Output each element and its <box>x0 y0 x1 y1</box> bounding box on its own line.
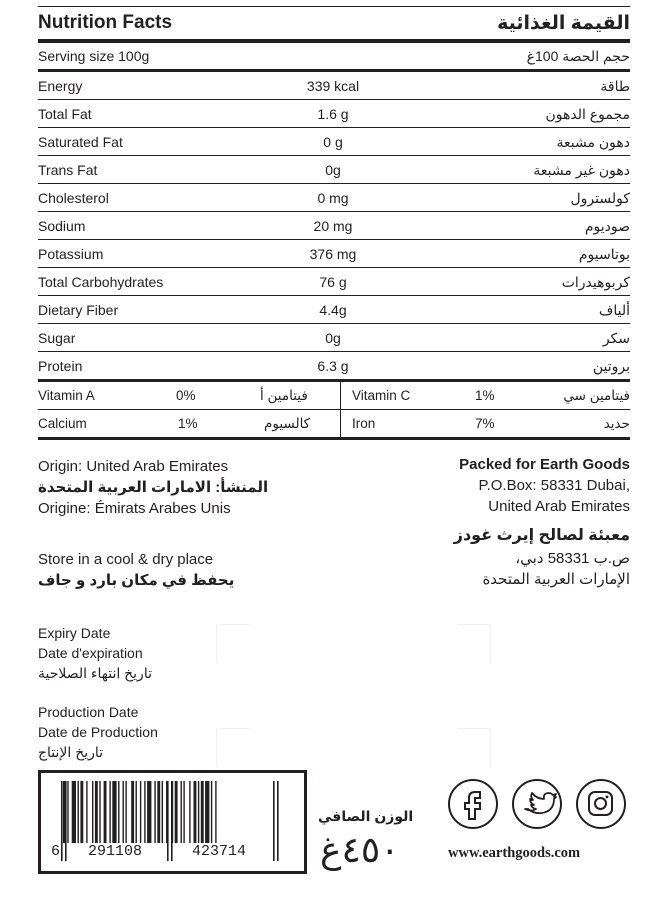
packer-address-line2-ar: الإمارات العربية المتحدة <box>482 571 630 588</box>
nutrient-label: Protein <box>38 358 83 374</box>
date-stamp-corner <box>458 624 491 663</box>
barcode-bar <box>189 781 190 843</box>
vitamin-label-ar: فيتامين أ <box>260 388 308 403</box>
column-divider <box>340 410 341 437</box>
nutrient-value: 0 mg <box>317 190 349 206</box>
packer-title: Packed for Earth Goods <box>459 456 630 473</box>
nutrition-header <box>38 7 630 43</box>
nutrient-label-ar: كربوهيدرات <box>561 274 630 290</box>
barcode <box>38 770 307 874</box>
barcode-guard-bar <box>277 781 279 861</box>
barcode-group-2: 423714 <box>192 843 247 860</box>
packer-block <box>370 454 630 590</box>
barcode-bar <box>123 781 124 843</box>
vitamin-row <box>38 382 630 410</box>
nutrient-row <box>38 184 630 212</box>
nutrition-facts-table <box>38 6 630 440</box>
barcode-bar <box>99 781 100 843</box>
nutrient-row <box>38 156 630 184</box>
nutrient-value: 1.6 g <box>317 106 349 122</box>
barcode-bar <box>104 781 107 843</box>
nutrient-label: Total Carbohydrates <box>38 274 164 290</box>
nutrient-label-ar: بوتاسيوم <box>578 246 630 262</box>
nutrient-label: Saturated Fat <box>38 134 123 150</box>
nutrition-title: Nutrition Facts <box>38 12 173 33</box>
barcode-bar <box>67 781 68 843</box>
barcode-bar <box>147 781 151 843</box>
vitamin-value: 1% <box>178 416 198 431</box>
nutrient-value: 0 g <box>323 134 343 150</box>
storage-ar: يحفظ في مكان بارد و جاف <box>38 572 235 589</box>
nutrient-row <box>38 72 630 100</box>
website-link[interactable]: www.earthgoods.com <box>448 845 581 861</box>
barcode-bar <box>109 781 110 843</box>
origin-en: Origin: United Arab Emirates <box>38 458 229 475</box>
nutrient-row <box>38 352 630 382</box>
barcode-bar <box>211 781 212 843</box>
expiry-en: Expiry Date <box>38 625 111 641</box>
nutrient-label-ar: بروتين <box>592 358 630 374</box>
vitamin-row <box>38 410 630 440</box>
nutrient-label-ar: مجموع الدهون <box>545 106 630 122</box>
vitamin-label-ar: فيتامين سي <box>563 388 630 403</box>
nutrient-row <box>38 212 630 240</box>
nutrient-label-ar: دهون غير مشبعة <box>533 162 630 178</box>
serving-size-ar: حجم الحصة 100غ <box>526 47 630 64</box>
barcode-bar <box>136 781 137 843</box>
production-ar: تاريخ الإنتاج <box>38 744 104 760</box>
vitamin-label: Vitamin C <box>352 388 411 403</box>
facebook-icon <box>448 779 498 829</box>
twitter-icon <box>512 779 562 829</box>
vitamin-label-ar: حديد <box>603 416 630 431</box>
nutrient-label: Total Fat <box>38 106 92 122</box>
nutrient-rows <box>38 72 630 382</box>
nutrient-value: 76 g <box>319 274 347 290</box>
barcode-bar <box>112 781 116 843</box>
barcode-guard-bar <box>273 781 275 861</box>
nutrient-value: 20 mg <box>313 218 353 234</box>
nutrient-label: Trans Fat <box>38 162 98 178</box>
vitamin-label: Iron <box>352 416 376 431</box>
vitamin-rows <box>38 382 630 440</box>
nutrient-value: 0g <box>325 162 341 178</box>
serving-size-row <box>38 43 630 72</box>
barcode-bar <box>95 781 98 843</box>
origin-fr: Origine: Émirats Arabes Unis <box>38 500 231 517</box>
barcode-bar <box>118 781 119 843</box>
packer-address-line1: P.O.Box: 58331 Dubai, <box>478 477 630 494</box>
barcode-bars <box>41 773 304 871</box>
barcode-bar <box>72 781 76 843</box>
barcode-bar <box>80 781 83 843</box>
nutrient-label-ar: طاقة <box>600 78 630 94</box>
barcode-bar <box>144 781 145 843</box>
nutrient-label-ar: صوديوم <box>584 218 630 234</box>
nutrition-title-ar: القيمة الغذائية <box>497 12 630 34</box>
nutrient-label-ar: سكر <box>602 330 630 346</box>
barcode-bar <box>86 781 87 843</box>
vitamin-value: 1% <box>475 388 495 403</box>
barcode-bar <box>175 781 178 843</box>
net-weight-label: الوزن الصافي <box>318 808 414 824</box>
nutrient-row <box>38 128 630 156</box>
date-stamp-corner <box>216 624 249 663</box>
nutrient-value: 6.3 g <box>317 358 349 374</box>
nutrient-row <box>38 324 630 352</box>
barcode-bar <box>157 781 160 843</box>
barcode-bar <box>205 781 209 843</box>
storage-block <box>38 549 234 591</box>
expiry-ar: تاريخ انتهاء الصلاحية <box>38 665 152 681</box>
expiry-block <box>38 623 152 683</box>
barcode-bar <box>181 781 182 843</box>
production-en: Production Date <box>38 704 139 720</box>
vitamin-value: 0% <box>176 388 196 403</box>
nutrient-row <box>38 296 630 324</box>
expiry-fr: Date d'expiration <box>38 645 143 661</box>
nutrient-label-ar: ألياف <box>598 302 630 318</box>
barcode-bar <box>183 781 184 843</box>
barcode-bar <box>215 781 216 843</box>
production-fr: Date de Production <box>38 724 158 740</box>
nutrient-value: 4.4g <box>319 302 347 318</box>
barcode-bar <box>131 781 134 843</box>
barcode-bar <box>201 781 204 843</box>
vitamin-label: Calcium <box>38 416 87 431</box>
instagram-icon <box>576 779 626 829</box>
column-divider <box>340 382 341 409</box>
barcode-digit-first: 6 <box>51 843 61 860</box>
nutrient-label: Sugar <box>38 330 76 346</box>
vitamin-label-ar: كالسيوم <box>264 416 311 431</box>
nutrient-label-ar: كولسترول <box>570 190 630 206</box>
nutrient-value: 376 mg <box>309 246 357 262</box>
nutrient-row <box>38 268 630 296</box>
barcode-guard-bar <box>61 781 63 861</box>
barcode-guard-bar <box>65 781 67 861</box>
nutrient-label: Dietary Fiber <box>38 302 119 318</box>
date-stamp-corner <box>216 728 249 767</box>
nutrient-label: Potassium <box>38 246 104 262</box>
barcode-bar <box>194 781 197 843</box>
barcode-bar <box>140 781 141 843</box>
serving-size: Serving size 100g <box>38 48 150 64</box>
packer-title-ar: معبئة لصالح إيرث غودز <box>453 527 630 544</box>
nutrient-row <box>38 100 630 128</box>
storage-en: Store in a cool & dry place <box>38 551 214 568</box>
nutrient-row <box>38 240 630 268</box>
nutrient-value: 339 kcal <box>306 78 360 94</box>
nutrient-label: Energy <box>38 78 83 94</box>
vitamin-label: Vitamin A <box>38 388 95 403</box>
nutrient-label: Cholesterol <box>38 190 109 206</box>
nutrient-label-ar: دهون مشبعة <box>556 134 630 150</box>
origin-block <box>38 456 268 519</box>
packer-address-line2: United Arab Emirates <box>488 498 630 515</box>
vitamin-value: 7% <box>475 416 495 431</box>
origin-ar: المنشأ: الامارات العربية المتحدة <box>38 479 269 496</box>
barcode-bar <box>125 781 126 843</box>
barcode-guard-bar <box>171 781 173 861</box>
barcode-group-1: 291108 <box>88 843 143 860</box>
production-block <box>38 702 158 762</box>
barcode-bar <box>198 781 199 843</box>
date-stamp-corner <box>458 728 491 767</box>
nutrient-label: Sodium <box>38 218 86 234</box>
barcode-bar <box>92 781 93 843</box>
barcode-bar <box>162 781 163 843</box>
barcode-guard-bar <box>167 781 169 861</box>
net-weight-value: ٤٥٠غ <box>320 829 400 870</box>
packer-address-line1-ar: ص.ب 58331 دبي، <box>515 550 630 567</box>
barcode-bar <box>78 781 79 843</box>
barcode-bar <box>154 781 155 843</box>
nutrient-value: 0g <box>325 330 341 346</box>
